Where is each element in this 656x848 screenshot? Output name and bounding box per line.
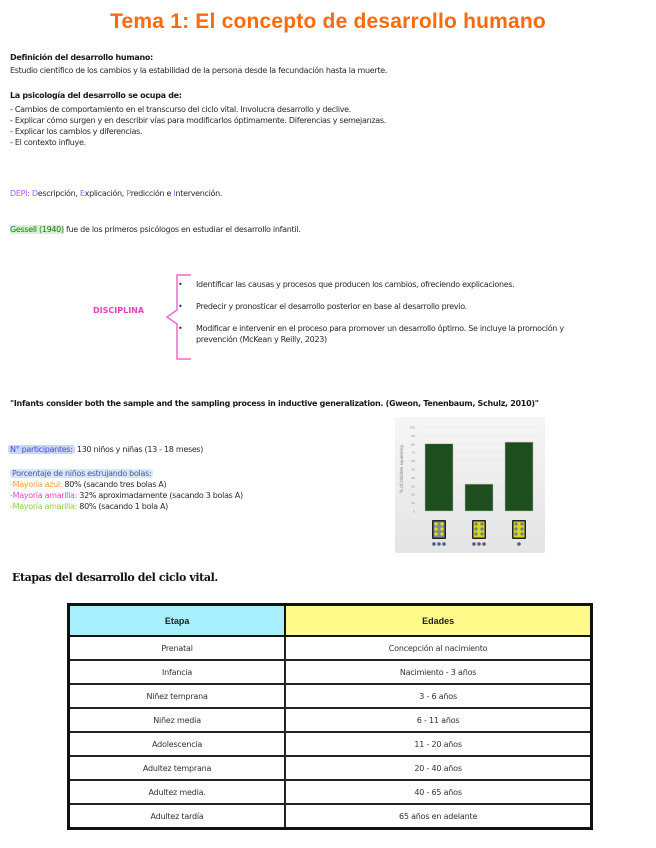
svg-text:30: 30 xyxy=(411,484,415,489)
stage-cell: Niñez temprana xyxy=(69,684,286,708)
table-row xyxy=(69,780,592,804)
svg-text:60: 60 xyxy=(411,459,415,464)
svg-text:0: 0 xyxy=(413,509,415,514)
svg-text:80: 80 xyxy=(411,442,415,447)
study-quote: "Infants consider both the sample and the sampling process in inductive generalization. (Gweon, Tenenbaum, Schulz, 2010)" xyxy=(10,399,539,408)
participants-line: N° participantes: 130 niños y niñas (13 - 18 meses) xyxy=(10,445,204,454)
svg-text:50: 50 xyxy=(411,467,415,472)
svg-text:40: 40 xyxy=(411,475,415,480)
percent-heading: Porcentaje de niños estrujando bolas: xyxy=(12,469,152,478)
chart-plot xyxy=(395,417,545,553)
stage-cell: Adolescencia xyxy=(69,732,286,756)
chart-bar xyxy=(425,444,453,511)
svg-text:20: 20 xyxy=(411,492,415,497)
psychology-item: - El contexto influye. xyxy=(10,138,86,147)
page-title: Tema 1: El concepto de desarrollo humano xyxy=(110,10,546,33)
psychology-item: - Explicar cómo surgen y en describir vías para modificarlos óptimamente. Diferencias y semejanzas. xyxy=(10,116,386,125)
table-row xyxy=(69,660,592,684)
svg-text:100: 100 xyxy=(409,425,415,430)
age-cell: 6 - 11 años xyxy=(285,708,591,732)
age-cell: Concepción al nacimiento xyxy=(285,636,591,660)
svg-text:90: 90 xyxy=(411,433,415,438)
stage-cell: Niñez media xyxy=(69,708,286,732)
disciplina-item: • Identificar las causas y procesos que producen los cambios, ofreciendo explicaciones. xyxy=(178,279,618,290)
age-cell: Nacimiento - 3 años xyxy=(285,660,591,684)
psychology-heading: La psicología del desarrollo se ocupa de: xyxy=(10,91,182,100)
svg-text:70: 70 xyxy=(411,450,415,455)
table-header-row xyxy=(69,605,592,637)
disciplina-item: • Modificar e intervenir en el proceso para promover un desarrollo óptimo. Se incluye la promoción y prevención (McKean y Reilly, 2023) xyxy=(178,323,596,345)
table-row xyxy=(69,684,592,708)
age-cell: 20 - 40 años xyxy=(285,756,591,780)
disciplina-list xyxy=(178,279,618,356)
svg-text:% of children squeezing: % of children squeezing xyxy=(399,445,404,493)
disciplina-label: DISCIPLINA xyxy=(93,306,145,315)
stage-cell: Prenatal xyxy=(69,636,286,660)
table-row xyxy=(69,732,592,756)
depi-label: DEPI: xyxy=(10,189,30,198)
disciplina-item: • Predecir y pronosticar el desarrollo posterior en base al desarrollo previo. xyxy=(178,301,618,312)
table-row xyxy=(69,636,592,660)
age-cell: 11 - 20 años xyxy=(285,732,591,756)
age-cell: 40 - 65 años xyxy=(285,780,591,804)
stage-cell: Infancia xyxy=(69,660,286,684)
bar-chart xyxy=(395,417,545,553)
gessell-highlight: Gessell (1940) xyxy=(10,225,64,234)
gessell-line: Gessell (1940) fue de los primeros psicólogos en estudiar el desarrollo infantil. xyxy=(10,225,301,234)
psychology-item: - Cambios de comportamiento en el transcurso del ciclo vital. Involucra desarrollo y declive. xyxy=(10,105,352,114)
table-row xyxy=(69,708,592,732)
chart-bar xyxy=(465,484,493,511)
stage-cell: Adultez media. xyxy=(69,780,286,804)
stages-table xyxy=(67,603,593,830)
age-cell: 65 años en adelante xyxy=(285,804,591,829)
header-edades: Edades xyxy=(285,605,591,637)
stage-cell: Adultez temprana xyxy=(69,756,286,780)
definition-text: Estudio científico de los cambios y la estabilidad de la persona desde la fecundación hasta la muerte. xyxy=(10,66,388,75)
chart-bar xyxy=(505,442,533,511)
result-line: -Mayoría azul: 80% (sacando tres bolas A) xyxy=(10,480,167,489)
table-row xyxy=(69,804,592,829)
header-etapa: Etapa xyxy=(69,605,286,637)
depi-line: DEPI: Descripción, Explicación, Predicción e Intervención. xyxy=(10,189,223,198)
table-row xyxy=(69,756,592,780)
result-line: -Mayoría amarilla: 80% (sacando 1 bola A) xyxy=(10,502,168,511)
participants-label: N° participantes: xyxy=(10,445,73,454)
svg-text:10: 10 xyxy=(411,501,415,506)
age-cell: 3 - 6 años xyxy=(285,684,591,708)
result-line: -Mayoría amarilla: 32% aproximadamente (sacando 3 bolas A) xyxy=(10,491,243,500)
stage-cell: Adultez tardía xyxy=(69,804,286,829)
stages-section-title: Etapas del desarrollo del ciclo vital. xyxy=(12,571,218,584)
psychology-item: - Explicar los cambios y diferencias. xyxy=(10,127,143,136)
definition-heading: Definición del desarrollo humano: xyxy=(10,53,153,62)
